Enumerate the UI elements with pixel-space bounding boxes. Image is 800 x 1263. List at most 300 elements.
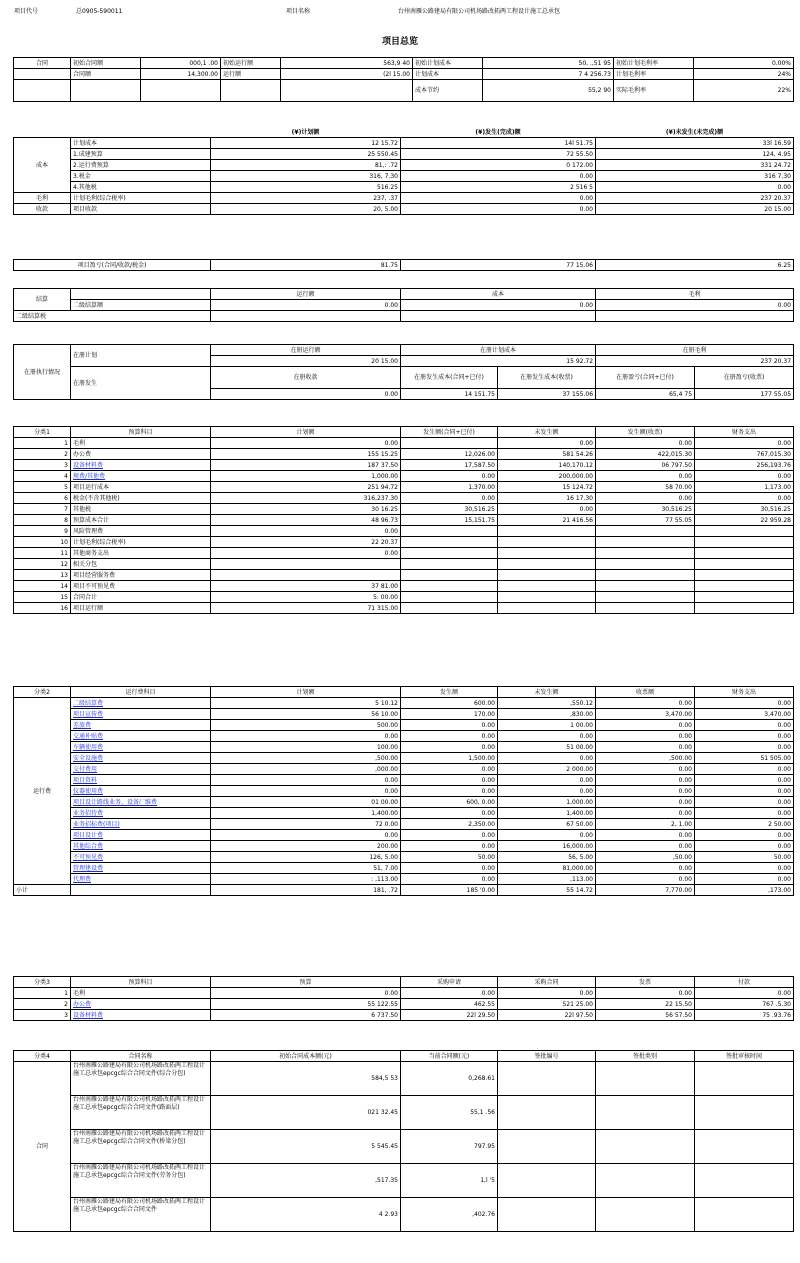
table-row — [14, 720, 794, 731]
amount-cell: 581 54.26 — [498, 449, 596, 460]
expense-item-link[interactable]: 管理建设费 — [73, 864, 104, 872]
column-header: 预算科目 — [71, 977, 211, 988]
expense-item-link[interactable]: 二级结算费 — [73, 699, 104, 707]
settlement-value — [211, 311, 401, 322]
table-row — [14, 438, 794, 449]
table-row — [14, 1062, 794, 1096]
approval-type — [596, 1130, 695, 1164]
amount-cell: 0.00 — [596, 775, 695, 786]
cost-value: 0.00 — [401, 193, 596, 204]
amount-cell: 0,268.61 — [401, 1062, 498, 1096]
amount-cell: 3,470.00 — [695, 709, 794, 720]
category2-table — [13, 686, 794, 896]
summary-value: 6.25 — [596, 260, 794, 271]
amount-cell: 1,500.00 — [401, 753, 498, 764]
progress-value: 14 151.75 — [401, 389, 498, 400]
expense-item[interactable] — [71, 819, 211, 830]
cost-value: 316 7.30 — [596, 171, 794, 182]
budget-item — [71, 482, 211, 493]
contract-cell: 22% — [694, 80, 794, 102]
amount-cell — [498, 570, 596, 581]
amount-cell: 1,370.00 — [401, 482, 498, 493]
amount-cell: 0.00 — [695, 438, 794, 449]
amount-cell: 0.00 — [596, 786, 695, 797]
contract-cell: 计划成本 — [413, 69, 483, 80]
amount-cell: 0.00 — [498, 504, 596, 515]
amount-cell: 2 000.00 — [498, 764, 596, 775]
amount-cell — [596, 603, 695, 614]
expense-item-link[interactable]: 业务招待费 — [73, 809, 104, 817]
table-row — [14, 830, 794, 841]
amount-cell: 422,015.30 — [596, 449, 695, 460]
expense-item-link[interactable]: 交通补贴费 — [73, 732, 104, 740]
budget-item — [71, 592, 211, 603]
cost-header: (¥)计划额 — [291, 128, 320, 136]
amount-cell: 140,170.12 — [498, 460, 596, 471]
column-header: 财务支出 — [695, 427, 794, 438]
progress-value: 65,4 75 — [596, 389, 695, 400]
amount-cell: 12,026.00 — [401, 449, 498, 460]
expense-item[interactable] — [71, 731, 211, 742]
amount-cell: 584,5 53 — [211, 1062, 401, 1096]
expense-item-link[interactable]: 安全设施费 — [73, 754, 104, 762]
amount-cell — [596, 559, 695, 570]
amount-cell: 0.00 — [401, 841, 498, 852]
amount-cell: 0.00 — [498, 753, 596, 764]
row-index: 16 — [14, 603, 71, 614]
amount-cell: 0.00 — [401, 764, 498, 775]
amount-cell: 100.00 — [211, 742, 401, 753]
amount-cell: 51 00.00 — [498, 742, 596, 753]
amount-cell — [401, 581, 498, 592]
amount-cell: ,402.76 — [401, 1198, 498, 1232]
amount-cell: 56 10.00 — [211, 709, 401, 720]
progress-plan-header-cell: 在册计划成本 — [401, 345, 596, 356]
row-index: 5 — [14, 482, 71, 493]
expense-item[interactable] — [71, 786, 211, 797]
amount-cell: 021 32.45 — [211, 1096, 401, 1130]
progress-actual-header-cell: 在册发生成本(合同+已付) — [401, 367, 498, 389]
table-row — [14, 999, 794, 1010]
expense-item[interactable] — [71, 852, 211, 863]
cost-row — [14, 149, 794, 160]
cost-value: 33l 16.59 — [596, 138, 794, 149]
settlement-value: 0.00 — [596, 300, 794, 311]
contract-cell: 合同额 — [71, 69, 141, 80]
amount-cell: 75 .93.76 — [695, 1010, 794, 1021]
amount-cell: 0.00 — [695, 863, 794, 874]
budget-item-label: 合同合计 — [73, 593, 98, 601]
amount-cell: 21 416.56 — [498, 515, 596, 526]
amount-cell: 0.00 — [401, 471, 498, 482]
amount-cell: 56 57.50 — [596, 1010, 695, 1021]
amount-cell: 30,516.25 — [596, 504, 695, 515]
row-index: 2 — [14, 999, 71, 1010]
amount-cell: 50.00 — [695, 852, 794, 863]
budget-item — [71, 988, 211, 999]
approval-time — [695, 1164, 794, 1198]
expense-item[interactable] — [71, 808, 211, 819]
amount-cell: 0.00 — [695, 797, 794, 808]
table-row — [14, 526, 794, 537]
column-header: 发生额 — [401, 687, 498, 698]
expense-item[interactable] — [71, 797, 211, 808]
budget-item-label: 毛利 — [73, 989, 86, 997]
amount-cell — [596, 548, 695, 559]
progress-value: 0.00 — [211, 389, 401, 400]
amount-cell: 170.00 — [401, 709, 498, 720]
table-row — [14, 863, 794, 874]
page-title: 项目总览 — [381, 37, 418, 47]
budget-item-link[interactable]: 设备材料费 — [73, 1011, 104, 1019]
amount-cell: 767,015.30 — [695, 449, 794, 460]
cost-value: 25 550.45 — [211, 149, 401, 160]
expense-item[interactable] — [71, 841, 211, 852]
budget-item-label: 计划毛利(综合税率) — [73, 538, 126, 546]
approval-number — [498, 1164, 596, 1198]
amount-cell: 30,516.25 — [401, 504, 498, 515]
table-row — [14, 797, 794, 808]
amount-cell: 0.00 — [401, 830, 498, 841]
budget-item — [71, 570, 211, 581]
row-index: 4 — [14, 471, 71, 482]
row-index: 2 — [14, 449, 71, 460]
budget-item — [71, 493, 211, 504]
settlement-empty — [71, 289, 211, 300]
expense-item-link[interactable]: 仪器使用费 — [73, 787, 104, 795]
column-header: 签批审核时间 — [695, 1051, 794, 1062]
settlement-value — [596, 311, 794, 322]
approval-time — [695, 1062, 794, 1096]
cost-item: 项目收款 — [71, 204, 211, 215]
amount-cell: 56, 5.00 — [498, 852, 596, 863]
amount-cell: ,50.00 — [596, 852, 695, 863]
amount-cell: 0.00 — [695, 808, 794, 819]
row-index: 7 — [14, 504, 71, 515]
amount-cell: 22l 29.50 — [401, 1010, 498, 1021]
cost-value: 0.00 — [401, 204, 596, 215]
contract-name: 台州南雁公路建局有限公司机场路改拓两工程设计施工总承包epcgc综合合同文件 — [71, 1198, 211, 1232]
table-row — [14, 775, 794, 786]
amount-cell: ,000.00 — [211, 764, 401, 775]
settlement-row — [14, 311, 794, 322]
amount-cell: 0.00 — [401, 742, 498, 753]
table-row — [14, 1010, 794, 1021]
amount-cell: 22 20.37 — [211, 537, 401, 548]
expense-item[interactable] — [71, 775, 211, 786]
progress-actual-header-cell: 在册盈亏(收票) — [695, 367, 794, 389]
category4-header-row — [14, 1051, 794, 1062]
amount-cell — [498, 559, 596, 570]
amount-cell: ,550.12 — [498, 698, 596, 709]
amount-cell: 67 50.00 — [498, 819, 596, 830]
expense-item-link[interactable]: 其他综合费 — [73, 842, 104, 850]
amount-cell — [695, 559, 794, 570]
progress-label: 在册执行情况 — [14, 345, 71, 400]
column-header: 未发生额 — [498, 687, 596, 698]
row-index: 12 — [14, 559, 71, 570]
amount-cell: 0.00 — [695, 720, 794, 731]
row-index: 11 — [14, 548, 71, 559]
amount-cell — [498, 526, 596, 537]
amount-cell — [401, 570, 498, 581]
contract-cell — [71, 80, 141, 102]
column-header: 合同名称 — [71, 1051, 211, 1062]
budget-item[interactable] — [71, 460, 211, 471]
contract-cell: 0.00% — [694, 58, 794, 69]
amount-cell: 0.00 — [695, 493, 794, 504]
table-row — [14, 786, 794, 797]
contract-cell: 563,9 40 — [281, 58, 413, 69]
budget-item-label: 其他商务支出 — [73, 549, 110, 557]
table-row — [14, 449, 794, 460]
cost-item: 4.其他税 — [71, 182, 211, 193]
contract-name: 台州南雁公路建局有限公司机场路改拓两工程设计施工总承包epcgc综合合同文件(劳务分包) — [71, 1164, 211, 1198]
expense-item-link[interactable]: 差旅费 — [73, 721, 92, 729]
amount-cell: ,830.00 — [498, 709, 596, 720]
amount-cell: 5 545.45 — [211, 1130, 401, 1164]
subtotal-value: ,173.00 — [695, 885, 794, 896]
settlement-label: 结算 — [14, 289, 71, 311]
amount-cell: 200,000.00 — [498, 471, 596, 482]
cost-value: 20 15.00 — [596, 204, 794, 215]
row-index: 1 — [14, 438, 71, 449]
amount-cell: ,113.00 — [498, 874, 596, 885]
project-name-value: 台州南雁公路建局有限公司机场路改拓两工程设计施工总承包 — [398, 8, 561, 15]
row-index: 14 — [14, 581, 71, 592]
expense-item[interactable] — [71, 742, 211, 753]
amount-cell: 0.00 — [695, 775, 794, 786]
settlement-value: 0.00 — [401, 300, 596, 311]
column-header: 计划额 — [211, 427, 401, 438]
amount-cell: 01 00.00 — [211, 797, 401, 808]
budget-item — [71, 504, 211, 515]
summary-row — [14, 260, 794, 271]
expense-item[interactable] — [71, 709, 211, 720]
contract-cell: 成本节约 — [413, 80, 483, 102]
amount-cell: 0.00 — [596, 720, 695, 731]
settlement-header: 毛利 — [596, 289, 794, 300]
expense-item[interactable] — [71, 863, 211, 874]
amount-cell: 0.00 — [596, 493, 695, 504]
table-row — [14, 548, 794, 559]
amount-cell: 06 797.50 — [596, 460, 695, 471]
amount-cell — [211, 570, 401, 581]
cost-value: 331 24.72 — [596, 160, 794, 171]
amount-cell — [596, 526, 695, 537]
column-header: 收票额 — [596, 687, 695, 698]
amount-cell: 155 15.25 — [211, 449, 401, 460]
amount-cell: 0.00 — [695, 988, 794, 999]
column-header: 分类2 — [14, 687, 71, 698]
budget-item — [71, 526, 211, 537]
table-row — [14, 841, 794, 852]
row-index: 9 — [14, 526, 71, 537]
amount-cell — [401, 548, 498, 559]
table-row — [14, 742, 794, 753]
contract-cell: 计划毛利率 — [614, 69, 694, 80]
expense-item-link[interactable]: 项目资料 — [73, 776, 98, 784]
amount-cell: 0.00 — [401, 775, 498, 786]
contract-empty — [14, 69, 71, 80]
approval-number — [498, 1062, 596, 1096]
budget-item-label: 其他税 — [73, 505, 92, 513]
expense-item-link[interactable]: 不可预见费 — [73, 853, 104, 861]
column-header: 当前合同额(元) — [401, 1051, 498, 1062]
table-row — [14, 852, 794, 863]
amount-cell: 22 959.28 — [695, 515, 794, 526]
table-row — [14, 698, 794, 709]
subtotal-value: 181, .72 — [211, 885, 401, 896]
project-code-label: 项目代号 — [14, 8, 39, 15]
contract-cell: 初始合同额 — [71, 58, 141, 69]
subtotal-value: 7,770.00 — [596, 885, 695, 896]
progress-value: 237 20.37 — [596, 356, 794, 367]
approval-type — [596, 1096, 695, 1130]
subtotal-empty — [71, 885, 211, 896]
expense-item-link[interactable]: 项目宣传费 — [73, 710, 104, 718]
amount-cell — [211, 559, 401, 570]
cost-value: 2 516 5 — [401, 182, 596, 193]
progress-plan-header-cell: 在册运行额 — [211, 345, 401, 356]
settlement-header: 成本 — [401, 289, 596, 300]
expense-item[interactable] — [71, 698, 211, 709]
amount-cell: 15,151.75 — [401, 515, 498, 526]
amount-cell — [401, 438, 498, 449]
table-row — [14, 581, 794, 592]
budget-item-label: 预算成本合计 — [73, 516, 110, 524]
amount-cell: 0.00 — [498, 988, 596, 999]
amount-cell: 0.00 — [596, 988, 695, 999]
table-row — [14, 988, 794, 999]
budget-item[interactable] — [71, 471, 211, 482]
amount-cell: 0.00 — [498, 775, 596, 786]
project-header — [0, 6, 800, 18]
amount-cell: 0.00 — [211, 731, 401, 742]
settlement-item: 二级结算税 — [14, 311, 211, 322]
budget-item — [71, 449, 211, 460]
amount-cell: 0.00 — [498, 438, 596, 449]
column-header: 财务支出 — [695, 687, 794, 698]
cost-value: 14l 51.75 — [401, 138, 596, 149]
budget-item — [71, 559, 211, 570]
expense-item[interactable] — [71, 764, 211, 775]
table-row — [14, 1164, 794, 1198]
column-header: 预算科目 — [71, 427, 211, 438]
amount-cell: 0.00 — [211, 438, 401, 449]
amount-cell — [498, 537, 596, 548]
amount-cell: 30,516.25 — [695, 504, 794, 515]
expense-item-link[interactable]: 项目设计路线业务、设备厂维费 — [73, 798, 158, 806]
cost-row — [14, 182, 794, 193]
cost-table — [13, 127, 794, 215]
amount-cell — [695, 537, 794, 548]
expense-item-link[interactable]: 业务招标费(项目) — [73, 820, 120, 828]
amount-cell: 0.00 — [596, 438, 695, 449]
approval-time — [695, 1198, 794, 1232]
progress-actual-header-cell: 在册发生成本(收票) — [498, 367, 596, 389]
contract-cell — [141, 80, 221, 102]
row-index: 3 — [14, 460, 71, 471]
budget-item[interactable] — [71, 1010, 211, 1021]
amount-cell: 0.00 — [498, 830, 596, 841]
budget-item[interactable] — [71, 999, 211, 1010]
amount-cell — [695, 581, 794, 592]
approval-type — [596, 1062, 695, 1096]
expense-item-link[interactable]: 项目设计费 — [73, 831, 104, 839]
table-row — [14, 515, 794, 526]
budget-item-link[interactable]: 规费/其他费 — [73, 472, 106, 480]
project-code-value: 总0905-590011 — [76, 8, 123, 15]
progress-plan-label: 在册计划 — [71, 345, 211, 367]
table-row — [14, 603, 794, 614]
amount-cell: 0.00 — [401, 988, 498, 999]
amount-cell: 3,470.00 — [596, 709, 695, 720]
table-row — [14, 731, 794, 742]
contract-row — [14, 58, 794, 69]
amount-cell — [596, 570, 695, 581]
expense-item[interactable] — [71, 830, 211, 841]
amount-cell: 72 0.00 — [211, 819, 401, 830]
expense-item-link[interactable]: 代理费 — [73, 875, 92, 883]
budget-item — [71, 438, 211, 449]
expense-item[interactable] — [71, 753, 211, 764]
budget-item-link[interactable]: 办公费 — [73, 1000, 92, 1008]
profit-label: 毛利 — [14, 193, 71, 204]
table-row — [14, 471, 794, 482]
expense-item-link[interactable]: 交付费用 — [73, 765, 98, 773]
column-header: 初始合同成本额(元) — [211, 1051, 401, 1062]
approval-type — [596, 1164, 695, 1198]
amount-cell: 0.00 — [401, 874, 498, 885]
cost-value: 72 55.50 — [401, 149, 596, 160]
amount-cell: 256,193.76 — [695, 460, 794, 471]
amount-cell: 4 2.93 — [211, 1198, 401, 1232]
cost-value: 12 15.72 — [211, 138, 401, 149]
amount-cell: 0.00 — [695, 874, 794, 885]
table-row — [14, 460, 794, 471]
amount-cell: 1,000.00 — [211, 471, 401, 482]
subtotal-value: 55 14.72 — [498, 885, 596, 896]
amount-cell: 0.00 — [596, 764, 695, 775]
summary-value: 81.75 — [211, 260, 401, 271]
budget-item — [71, 548, 211, 559]
amount-cell: 2 50.00 — [695, 819, 794, 830]
expense-item[interactable] — [71, 720, 211, 731]
expense-item-link[interactable]: 车辆使用费 — [73, 743, 104, 751]
amount-cell: 600, 0.00 — [401, 797, 498, 808]
contract-label: 合同 — [14, 58, 71, 69]
cost-value: 124, 4.95 — [596, 149, 794, 160]
progress-value: 37 155.06 — [498, 389, 596, 400]
cost-row — [14, 138, 794, 149]
subtotal-value: 185 '0.00 — [401, 885, 498, 896]
amount-cell: 1,173.00 — [695, 482, 794, 493]
amount-cell: 58 70.00 — [596, 482, 695, 493]
expense-item[interactable] — [71, 874, 211, 885]
cost-value: 0.00 — [401, 171, 596, 182]
cost-value: 316, 7.30 — [211, 171, 401, 182]
budget-item-link[interactable]: 设备材料费 — [73, 461, 104, 469]
column-header: 发票 — [596, 977, 695, 988]
cost-item: 2.运行费预算 — [71, 160, 211, 171]
amount-cell: 462.55 — [401, 999, 498, 1010]
amount-cell — [695, 570, 794, 581]
amount-cell — [401, 603, 498, 614]
column-header: 分类1 — [14, 427, 71, 438]
amount-cell: 0.00 — [211, 526, 401, 537]
cost-header: (¥)发生(完成)额 — [475, 128, 521, 136]
